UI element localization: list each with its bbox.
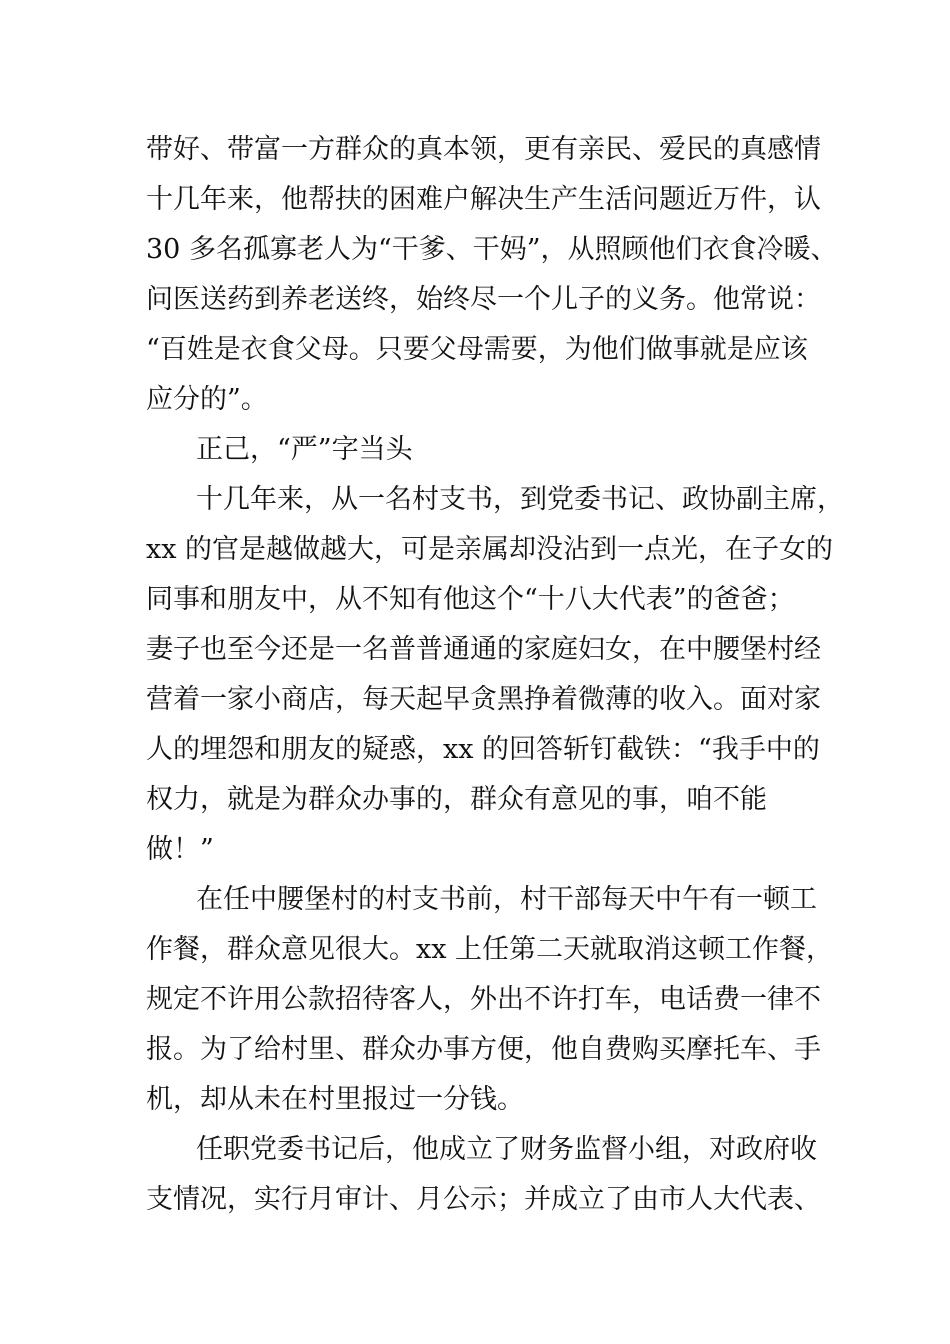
- text-line: 应分的”。: [146, 384, 268, 415]
- text-line: 报。为了给村里、群众办事方便，他自费购买摩托车、手: [146, 1034, 821, 1065]
- text-line: 任职党委书记后，他成立了财务监督小组，对政府收: [196, 1134, 817, 1165]
- text-line: 支情况，实行月审计、月公示；并成立了由市人大代表、: [146, 1184, 821, 1215]
- text-line: xx 的官是越做越大，可是亲属却没沾到一点光，在子女的: [146, 534, 834, 565]
- text-line: 妻子也至今还是一名普普通通的家庭妇女，在中腰堡村经: [146, 634, 821, 665]
- text-line: 十几年来，他帮扶的困难户解决生产生活问题近万件，认: [146, 184, 821, 215]
- text-line: 在任中腰堡村的村支书前，村干部每天中午有一顿工: [196, 884, 817, 915]
- text-line: 作餐，群众意见很大。xx 上任第二天就取消这顿工作餐，: [146, 934, 834, 965]
- text-line: 权力，就是为群众办事的，群众有意见的事，咱不能: [146, 784, 767, 815]
- text-line: 机，却从未在村里报过一分钱。: [146, 1084, 524, 1115]
- section-heading: 正己，“严”字当头: [196, 434, 413, 465]
- text-line: 规定不许用公款招待客人，外出不许打车，电话费一律不: [146, 984, 821, 1015]
- text-line: 带好、带富一方群众的真本领，更有亲民、爱民的真感情: [146, 134, 821, 165]
- text-line: 30 多名孤寡老人为“干爹、干妈”，从照顾他们衣食冷暖、: [146, 234, 838, 265]
- text-line: 做！”: [146, 834, 214, 865]
- text-line: 人的埋怨和朋友的疑惑，xx 的回答斩钉截铁：“我手中的: [146, 734, 820, 765]
- text-line: 同事和朋友中，从不知有他这个“十八大代表”的爸爸；: [146, 584, 795, 615]
- text-line: 十几年来，从一名村支书，到党委书记、政协副主席，: [196, 484, 844, 515]
- text-line: 营着一家小商店，每天起早贪黑挣着微薄的收入。面对家: [146, 684, 821, 715]
- text-line: “百姓是衣食父母。只要父母需要，为他们做事就是应该: [146, 334, 808, 365]
- text-line: 问医送药到养老送终，始终尽一个儿子的义务。他常说：: [146, 284, 821, 315]
